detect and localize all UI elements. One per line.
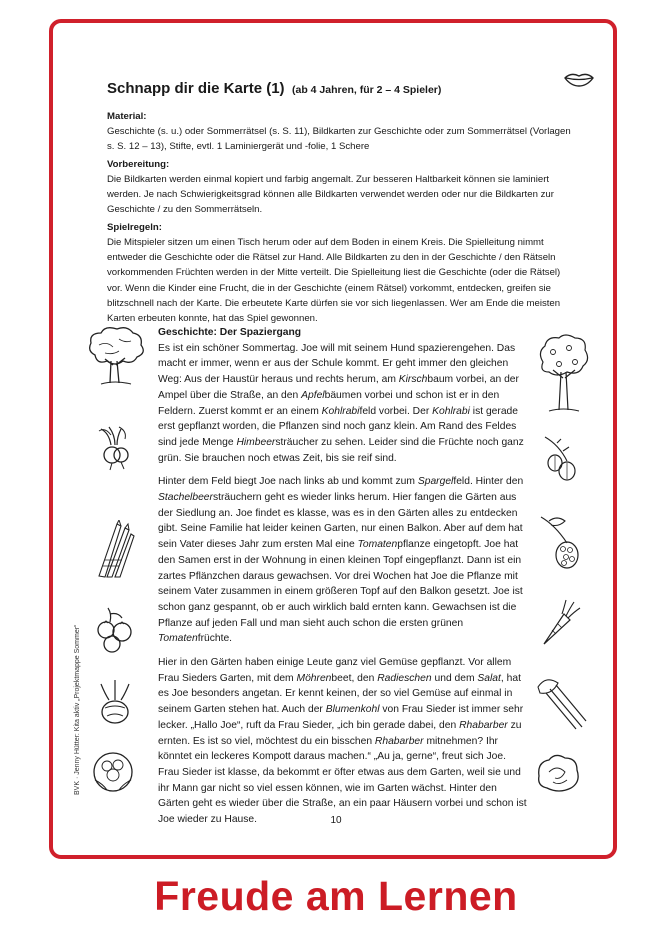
- story-paragraph-3: [158, 655, 528, 828]
- material-text: Geschichte (s. u.) oder Sommerrätsel (s. S. 11), Bildkarten zur Geschichte oder zum Sommerrätsel (Vorlagen s. S. 12 – 13), Stifte, evtl. 1 Laminiergerät und -folie, 1 Schere: [107, 126, 571, 153]
- emphasized-word: Tomaten: [158, 633, 198, 645]
- text-run: Es ist ein schöner Sommertag. Joe will mit seinem Hund spazierengehen. Das macht er immer, wenn er aus der Schule kommt. Er geht immer den gleichen Weg: Aus der Haustür heraus und rechts herum, am: [158, 342, 516, 386]
- apple-tree-icon: [535, 332, 591, 414]
- asparagus-icon: [95, 520, 135, 578]
- gooseberry-icon: [539, 435, 581, 487]
- brand-footer: Freude am Lernen: [154, 873, 518, 919]
- emphasized-word: Tomaten: [357, 539, 398, 551]
- text-run: sträucher zu sehen. Leider sind die Früchte noch ganz grün. Sie brauchen noch etwas Zeit, bis sie reif sind.: [158, 436, 524, 464]
- emphasized-word: Spargel: [417, 476, 454, 488]
- spielregeln-section: [107, 221, 577, 326]
- lettuce-icon: [535, 752, 581, 794]
- spielregeln-heading: Spielregeln:: [107, 222, 162, 233]
- text-run: baum vorbei, an der Ampel über die Straße, an den: [158, 374, 519, 401]
- emphasized-word: Salat: [477, 672, 501, 684]
- material-heading: Material:: [107, 111, 147, 122]
- vorbereitung-text: Die Bildkarten werden einmal kopiert und farbig angemalt. Zur besseren Haltbarkeit können sie laminiert werden. Je nach Schwierigkeitsgrad können alle Bildkarten verwendet werden oder nur die Bildkarten zur Geschichte / zu den Sommerrätseln.: [107, 174, 554, 216]
- text-run: zu ernten. Es ist so viel, möchtest du ein bisschen: [158, 719, 522, 747]
- text-run: feld vorbei. Der: [359, 405, 433, 417]
- vorbereitung-section: [107, 158, 577, 218]
- story-paragraph-2: [158, 474, 528, 647]
- emphasized-word: Kohlrabi: [432, 405, 470, 417]
- text-run: mitnehmen? Ihr könntet ein leckeres Kompott daraus machen.“ „Au ja, gerne“, freut sich Joe. Frau Sieder ist klasse, da bekommt er öfter etwas aus dem Garten, weil sie und ihr Mann gar nicht so viel essen können, wie im Garten wächst. Hinter den Gärten geht es wieder über die Straße, an ein paar Häusern vorbei und schon ist Joe wieder zu Hause.: [158, 735, 527, 826]
- emphasized-word: Apfel: [301, 389, 325, 401]
- carrot-icon: [538, 598, 582, 646]
- story-paragraph-1: [158, 341, 528, 467]
- text-run: bäumen vorbei und schon ist er in den Feldern. Zuerst kommt er an einem: [158, 389, 500, 417]
- title-sub: (ab 4 Jahren, für 2 – 4 Spieler): [292, 84, 442, 96]
- text-run: Hinter dem Feld biegt Joe nach links ab und kommt zum: [158, 476, 418, 488]
- emphasized-word: Möhren: [296, 672, 332, 684]
- material-section: [107, 110, 577, 154]
- text-run: ist gerade erst gepflanzt worden, die Pflanzen sind noch ganz klein. Am Rand des Feldes sind jede Menge: [158, 405, 519, 448]
- text-run: von Frau Sieder ist immer sehr lecker. „Hallo Joe“, ruft da Frau Sieder, „ich bin gerade dabei, den: [158, 704, 524, 731]
- vorbereitung-heading: Vorbereitung:: [107, 159, 170, 170]
- text-run: , hat es Joe besonders angetan. Er kennt keinen, der so viel Gemüse auf einmal in seinem Garten stehen hat. Auch der: [158, 672, 521, 716]
- tomato-icon: [94, 606, 134, 654]
- story: [158, 325, 528, 836]
- radish-icon: [95, 425, 135, 471]
- emphasized-word: Kohlrabi: [321, 405, 360, 417]
- text-run: beet, den: [331, 672, 378, 684]
- text-run: feld. Hinter den: [453, 476, 524, 488]
- page-number: 10: [330, 815, 342, 826]
- tree-icon: [83, 325, 147, 387]
- emphasized-word: Rhabarber: [374, 735, 424, 747]
- emphasized-word: Stachelbeer: [158, 492, 213, 504]
- emphasized-word: Himbeer: [236, 436, 276, 448]
- title-main: Schnapp dir die Karte (1): [107, 80, 285, 97]
- kohlrabi-icon: [95, 680, 135, 726]
- text-run: pflanze eingetopft. Joe hat den Samen erst in der Wohnung in einen kleinen Topf eingepflanzt. Dann ist ein zartes Pflänzchen daraus gewachsen. Vor drei Wochen hat Joe die Pflanze mit seinem Vater zusammen in einem größeren Topf auf den Balkon gesetzt. Joe ist schon ganz gespannt, ob er auch wirklich bald ernten kann. Gewachsen ist die Pflanze auf jeden Fall und man sieht auch schon die ersten grünen: [158, 539, 523, 629]
- spielregeln-text: Die Mitspieler sitzen um einen Tisch herum oder auf dem Boden in einem Kreis. Die Spielleitung nimmt entweder die Geschichte oder die Rätsel zur Hand. Alle Bildkarten zu den in der Geschichte / den Rätseln vorkommenden Früchten werden in der Mitte verteilt. Die Spielleitung liest die Geschichte (oder die Rätsel) vor. Wenn die Kinder eine Frucht, die in der Geschichte (einem Rätsel) vorkommt, entdecken, greifen sie blitzschnell nach der Karte. Die erbeutete Karte dürfen sie vor sich liegenlassen. Wer am Ende die meisten Karten erbeuten konnte, hat das Spiel gewonnen.: [107, 237, 561, 325]
- page-title: [107, 80, 441, 98]
- emphasized-word: Kirsch: [398, 374, 428, 386]
- text-run: Hier in den Gärten haben einige Leute ganz viel Gemüse gepflanzt. Vor allem Frau Sieders Garten, mit dem: [158, 657, 512, 684]
- emphasized-word: Rhabarber: [459, 719, 508, 731]
- mouth-icon: [563, 70, 595, 88]
- emphasized-word: Radieschen: [377, 672, 432, 684]
- cauliflower-icon: [91, 750, 135, 794]
- side-credit: BVK · Jenny Hütter: Kita aktiv „Projektmappe Sommer“: [74, 624, 81, 795]
- text-run: früchte.: [197, 633, 233, 645]
- text-run: und dem: [431, 672, 478, 684]
- emphasized-word: Blumenkohl: [325, 704, 380, 716]
- text-run: sträuchern geht es wieder links herum. Hier fangen die Gärten aus der Siedlung an. Joe findet es klasse, was es in den Gärten alles zu entdecken gibt. Seine Familie hat leider keinen Garten, nur einen Balkon. Aber auf dem hat sein Vater dieses Jahr zum ersten Mal eine: [158, 492, 523, 551]
- story-heading: Geschichte: Der Spaziergang: [158, 327, 302, 338]
- raspberry-icon: [537, 513, 583, 571]
- rhubarb-icon: [536, 675, 588, 731]
